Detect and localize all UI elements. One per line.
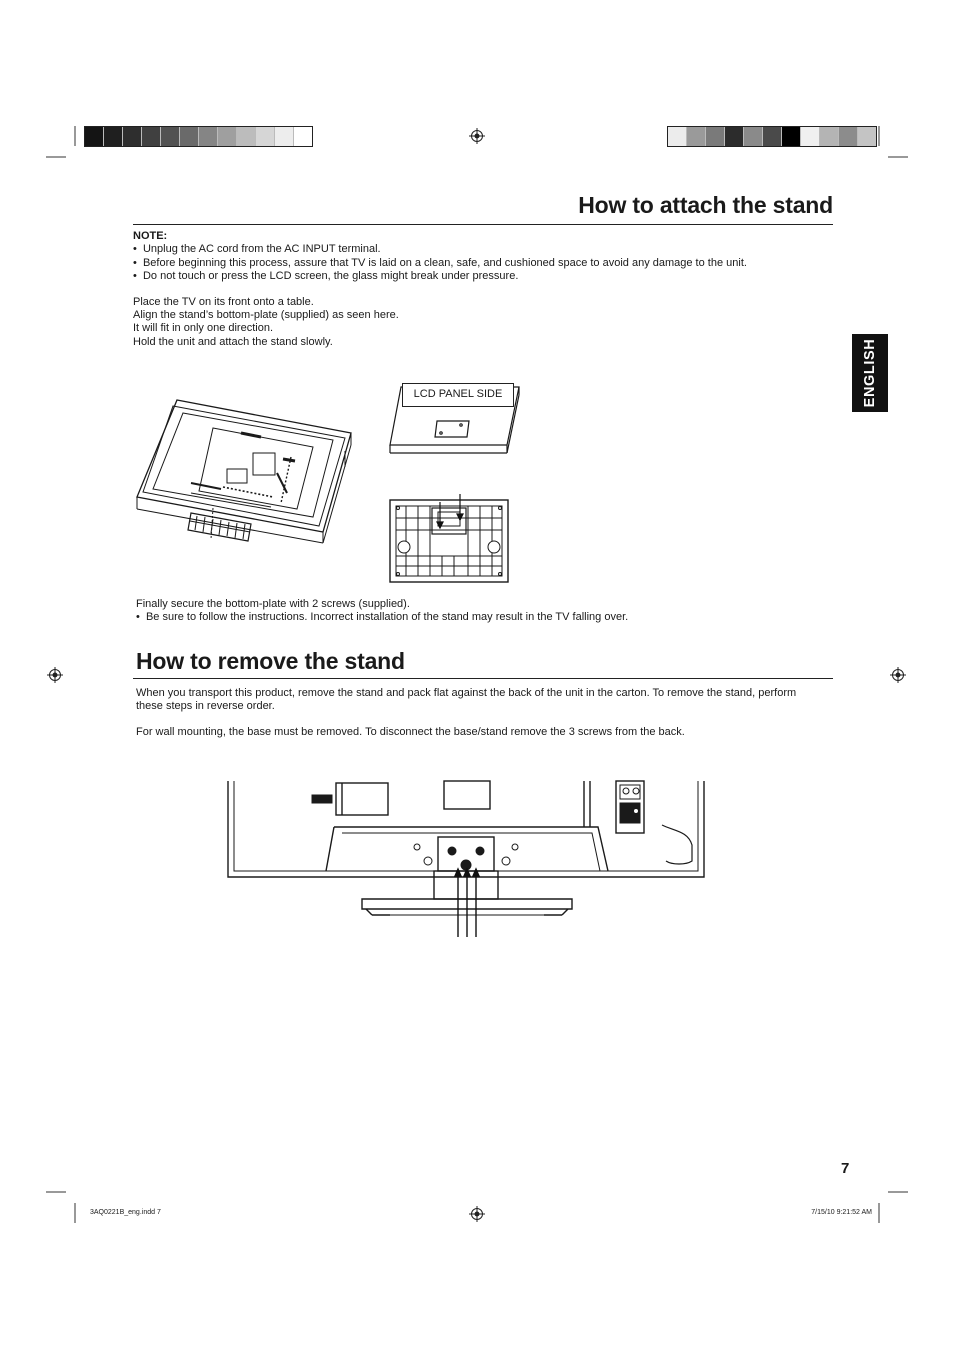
note-item: • Before beginning this process, assure that TV is laid on a clean, safe, and cushioned space to avoid any damage to the unit. bbox=[133, 257, 833, 270]
note-item: • Unplug the AC cord from the AC INPUT terminal. bbox=[133, 243, 833, 256]
remove-title-rule bbox=[133, 678, 833, 679]
step-line: Hold the unit and attach the stand slowly. bbox=[133, 335, 333, 348]
step-line: It will fit in only one direction. bbox=[133, 322, 274, 335]
attach-title-rule bbox=[133, 224, 833, 225]
language-tab bbox=[852, 334, 888, 412]
registration-target-icon bbox=[890, 667, 906, 683]
remove-paragraph-2: For wall mounting, the base must be removed. To disconnect the base/stand remove the 3 screws from the back. bbox=[136, 726, 685, 738]
note-label: NOTE: bbox=[133, 230, 168, 242]
step-line: Place the TV on its front onto a table. bbox=[133, 296, 314, 308]
language-tab-label: ENGLISH bbox=[862, 338, 878, 408]
footer-filename: 3AQ0221B_eng.indd 7 bbox=[90, 1209, 161, 1216]
tv-back-stand-illustration bbox=[226, 781, 706, 937]
page-number: 7 bbox=[841, 1160, 850, 1177]
attach-steps bbox=[133, 296, 733, 349]
remove-title: How to remove the stand bbox=[136, 648, 405, 674]
finally-text: Finally secure the bottom-plate with 2 screws (supplied). bbox=[136, 598, 410, 610]
finally-block bbox=[136, 598, 836, 625]
lcd-panel-label-box bbox=[402, 383, 514, 407]
registration-target-icon bbox=[47, 667, 63, 683]
bottom-plate-illustration bbox=[388, 494, 512, 586]
note-block bbox=[133, 230, 833, 283]
note-item: • Do not touch or press the LCD screen, the glass might break under pressure. bbox=[133, 270, 833, 283]
footer-timestamp: 7/15/10 9:21:52 AM bbox=[811, 1209, 872, 1216]
step-line: Align the stand’s bottom-plate (supplied) as seen here. bbox=[133, 309, 399, 322]
warning-item: • Be sure to follow the instructions. Incorrect installation of the stand may result in the TV falling over. bbox=[136, 611, 836, 624]
registration-target-icon bbox=[469, 128, 485, 144]
tv-face-down-illustration bbox=[133, 393, 363, 568]
lcd-panel-label: LCD PANEL SIDE bbox=[413, 388, 503, 400]
attach-title: How to attach the stand bbox=[578, 192, 833, 218]
remove-paragraph-1: When you transport this product, remove the stand and pack flat against the back of the unit in the carton. To remove the stand, perform these steps in reverse order. bbox=[136, 687, 797, 713]
registration-target-icon bbox=[469, 1206, 485, 1222]
